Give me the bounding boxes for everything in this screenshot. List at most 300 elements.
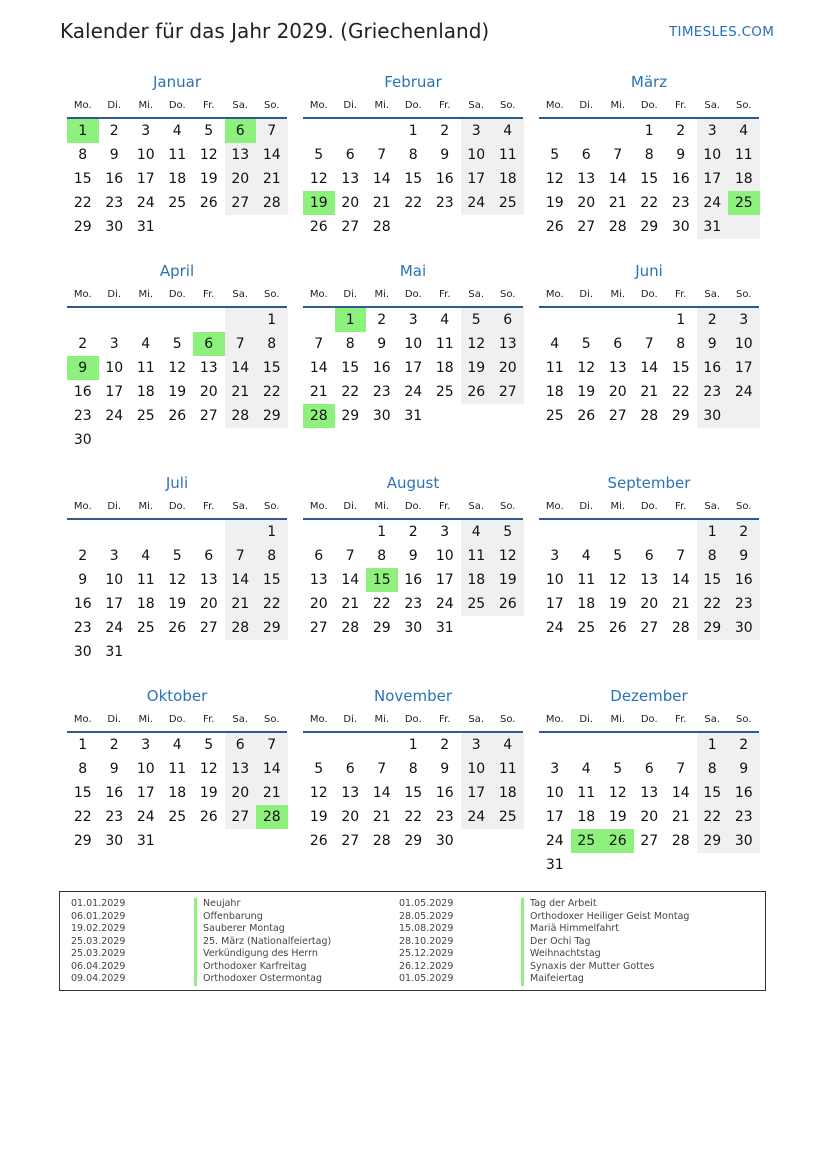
- day-cell: 5: [204, 737, 214, 753]
- day-cell: 24: [545, 833, 564, 849]
- day-cell: 30: [734, 833, 753, 849]
- weekday-header: So.: [264, 714, 280, 725]
- day-cell: 28: [262, 195, 281, 211]
- weekday-header: Mi.: [610, 100, 626, 111]
- holiday-name: Tag der Arbeit: [521, 898, 597, 911]
- day-cell: 7: [235, 548, 245, 564]
- weekday-header: Mo.: [309, 501, 328, 512]
- day-cell: 6: [235, 737, 245, 753]
- day-cell: 17: [467, 171, 486, 187]
- day-cell: 8: [408, 761, 418, 777]
- weekday-header: Mi.: [610, 501, 626, 512]
- day-cell: 20: [199, 384, 218, 400]
- weekday-header: Do.: [404, 100, 422, 111]
- holiday-day-cell: 9: [67, 356, 99, 380]
- day-cell: 14: [608, 171, 627, 187]
- day-cell: 29: [640, 219, 659, 235]
- holiday-name: Neujahr: [194, 898, 240, 911]
- day-cell: 5: [314, 147, 324, 163]
- holiday-name: Der Ochi Tag: [521, 936, 591, 949]
- day-cell: 8: [267, 336, 277, 352]
- day-cell: 26: [168, 408, 187, 424]
- day-cell: 12: [608, 572, 627, 588]
- weekday-header: Sa.: [232, 100, 249, 111]
- day-cell: 10: [703, 147, 722, 163]
- holiday-name: Mariä Himmelfahrt: [521, 923, 619, 936]
- weekday-header: Mi.: [374, 289, 390, 300]
- day-cell: 31: [105, 644, 124, 660]
- day-cell: 3: [109, 548, 119, 564]
- day-cell: 31: [435, 620, 454, 636]
- day-cell: 25: [136, 620, 155, 636]
- day-cell: 22: [671, 384, 690, 400]
- day-cell: 14: [372, 785, 391, 801]
- day-cell: 11: [545, 360, 564, 376]
- day-cell: 12: [577, 360, 596, 376]
- weekday-header: Di.: [343, 714, 358, 725]
- day-cell: 20: [640, 596, 659, 612]
- day-cell: 13: [231, 147, 250, 163]
- day-cell: 15: [341, 360, 360, 376]
- day-cell: 25: [498, 195, 517, 211]
- day-cell: 7: [676, 761, 686, 777]
- weekday-header: Sa.: [232, 501, 249, 512]
- holiday-day-cell: 1: [335, 308, 367, 332]
- day-cell: 1: [408, 123, 418, 139]
- day-cell: 27: [341, 833, 360, 849]
- day-cell: 25: [498, 809, 517, 825]
- day-cell: 30: [671, 219, 690, 235]
- weekday-header: So.: [264, 289, 280, 300]
- day-cell: 26: [608, 620, 627, 636]
- holiday-legend: [59, 891, 766, 991]
- day-cell: 20: [309, 596, 328, 612]
- day-cell: 24: [404, 384, 423, 400]
- day-cell: 9: [109, 761, 119, 777]
- month-mai: [303, 262, 523, 424]
- day-cell: 25: [577, 620, 596, 636]
- weekday-header: Do.: [640, 501, 658, 512]
- day-cell: 24: [105, 620, 124, 636]
- day-cell: 15: [404, 785, 423, 801]
- day-cell: 14: [262, 761, 281, 777]
- day-cell: 8: [676, 336, 686, 352]
- month-name: Dezember: [610, 687, 688, 705]
- day-cell: 12: [545, 171, 564, 187]
- day-cell: 27: [231, 195, 250, 211]
- day-cell: 28: [671, 620, 690, 636]
- day-cell: 23: [105, 809, 124, 825]
- day-cell: 8: [707, 548, 717, 564]
- day-cell: 17: [105, 596, 124, 612]
- day-cell: 17: [467, 785, 486, 801]
- day-cell: 7: [267, 737, 277, 753]
- weekday-header: Fr.: [675, 714, 687, 725]
- day-cell: 29: [372, 620, 391, 636]
- weekday-header: Do.: [404, 714, 422, 725]
- weekday-header: So.: [500, 289, 516, 300]
- day-cell: 13: [640, 572, 659, 588]
- day-cell: 18: [136, 596, 155, 612]
- weekday-header: Sa.: [232, 289, 249, 300]
- day-cell: 20: [577, 195, 596, 211]
- day-cell: 16: [105, 785, 124, 801]
- day-cell: 21: [671, 596, 690, 612]
- weekday-header: So.: [736, 289, 752, 300]
- weekday-header: Mi.: [138, 100, 154, 111]
- weekday-header: Di.: [343, 501, 358, 512]
- holiday-date: 01.05.2029: [399, 973, 454, 984]
- weekday-header: So.: [264, 501, 280, 512]
- day-cell: 21: [262, 171, 281, 187]
- day-cell: 1: [267, 312, 277, 328]
- day-cell: 22: [640, 195, 659, 211]
- month-name: Juni: [635, 262, 663, 280]
- day-cell: 8: [644, 147, 654, 163]
- day-cell: 12: [309, 785, 328, 801]
- day-cell: 10: [105, 360, 124, 376]
- holiday-date: 06.04.2029: [71, 960, 126, 972]
- day-cell: 12: [199, 761, 218, 777]
- day-cell: 2: [676, 123, 686, 139]
- weekday-header: So.: [736, 714, 752, 725]
- day-cell: 20: [231, 171, 250, 187]
- weekday-header: Mi.: [138, 501, 154, 512]
- day-cell: 1: [78, 737, 88, 753]
- day-cell: 7: [235, 336, 245, 352]
- day-cell: 7: [613, 147, 623, 163]
- day-cell: 22: [404, 809, 423, 825]
- day-cell: 22: [703, 596, 722, 612]
- holiday-name: Weihnachtstag: [521, 948, 601, 961]
- day-cell: 13: [231, 761, 250, 777]
- holiday-name: Verkündigung des Herrn: [194, 948, 318, 961]
- day-cell: 24: [467, 195, 486, 211]
- day-cell: 20: [341, 195, 360, 211]
- site-link[interactable]: TIMESLES.COM: [669, 24, 775, 40]
- day-cell: 25: [545, 408, 564, 424]
- day-cell: 12: [608, 785, 627, 801]
- weekday-header: Mo.: [73, 289, 92, 300]
- holiday-name: Orthodoxer Heiliger Geist Montag: [521, 911, 689, 924]
- day-cell: 27: [640, 620, 659, 636]
- day-cell: 23: [671, 195, 690, 211]
- day-cell: 18: [168, 171, 187, 187]
- day-cell: 6: [503, 312, 513, 328]
- holiday-day-cell: 25: [728, 191, 760, 215]
- day-cell: 21: [671, 809, 690, 825]
- day-cell: 12: [168, 360, 187, 376]
- day-cell: 27: [577, 219, 596, 235]
- day-cell: 15: [640, 171, 659, 187]
- month-name: Februar: [384, 73, 442, 91]
- day-cell: 4: [471, 524, 481, 540]
- day-cell: 5: [172, 548, 182, 564]
- day-cell: 2: [440, 737, 450, 753]
- weekday-header: Di.: [107, 289, 122, 300]
- day-cell: 22: [703, 809, 722, 825]
- weekday-header: Sa.: [704, 100, 721, 111]
- day-cell: 29: [341, 408, 360, 424]
- day-cell: 28: [341, 620, 360, 636]
- holiday-name: Orthodoxer Ostermontag: [194, 973, 322, 986]
- day-cell: 6: [204, 548, 214, 564]
- day-cell: 9: [676, 147, 686, 163]
- day-cell: 28: [372, 833, 391, 849]
- day-cell: 16: [404, 572, 423, 588]
- day-cell: 27: [608, 408, 627, 424]
- day-cell: 14: [309, 360, 328, 376]
- day-cell: 11: [467, 548, 486, 564]
- day-cell: 15: [262, 360, 281, 376]
- weekday-header: Sa.: [468, 501, 485, 512]
- day-cell: 18: [498, 785, 517, 801]
- day-cell: 18: [435, 360, 454, 376]
- day-cell: 13: [309, 572, 328, 588]
- day-cell: 26: [467, 384, 486, 400]
- day-cell: 23: [105, 195, 124, 211]
- day-cell: 12: [498, 548, 517, 564]
- weekday-header: So.: [264, 100, 280, 111]
- weekday-header: Mo.: [73, 100, 92, 111]
- day-cell: 25: [168, 195, 187, 211]
- day-cell: 4: [503, 123, 513, 139]
- month-april: [67, 262, 287, 448]
- day-cell: 3: [109, 336, 119, 352]
- day-cell: 3: [739, 312, 749, 328]
- day-cell: 16: [435, 785, 454, 801]
- day-cell: 11: [136, 572, 155, 588]
- holiday-date: 26.12.2029: [399, 960, 454, 972]
- day-cell: 29: [73, 219, 92, 235]
- day-cell: 29: [262, 408, 281, 424]
- weekday-header: Di.: [579, 501, 594, 512]
- day-cell: 25: [435, 384, 454, 400]
- day-cell: 2: [377, 312, 387, 328]
- holiday-day-cell: 28: [256, 805, 288, 829]
- day-cell: 6: [613, 336, 623, 352]
- day-cell: 28: [231, 408, 250, 424]
- day-cell: 11: [168, 147, 187, 163]
- day-cell: 13: [577, 171, 596, 187]
- day-cell: 26: [199, 195, 218, 211]
- holiday-day-cell: 6: [225, 119, 257, 143]
- day-cell: 25: [168, 809, 187, 825]
- day-cell: 5: [204, 123, 214, 139]
- day-cell: 19: [168, 384, 187, 400]
- day-cell: 3: [707, 123, 717, 139]
- day-cell: 19: [199, 171, 218, 187]
- weekday-header: Di.: [579, 714, 594, 725]
- day-cell: 9: [408, 548, 418, 564]
- weekday-header: Mo.: [73, 501, 92, 512]
- day-cell: 16: [435, 171, 454, 187]
- day-cell: 8: [408, 147, 418, 163]
- day-cell: 19: [309, 809, 328, 825]
- day-cell: 22: [372, 596, 391, 612]
- day-cell: 14: [231, 572, 250, 588]
- day-cell: 13: [341, 785, 360, 801]
- day-cell: 19: [199, 785, 218, 801]
- day-cell: 16: [105, 171, 124, 187]
- day-cell: 9: [78, 572, 88, 588]
- day-cell: 26: [168, 620, 187, 636]
- day-cell: 5: [314, 761, 324, 777]
- day-cell: 17: [136, 171, 155, 187]
- day-cell: 28: [640, 408, 659, 424]
- day-cell: 24: [703, 195, 722, 211]
- day-cell: 29: [703, 833, 722, 849]
- day-cell: 16: [671, 171, 690, 187]
- day-cell: 2: [109, 737, 119, 753]
- holiday-day-cell: 26: [602, 829, 634, 853]
- day-cell: 29: [73, 833, 92, 849]
- day-cell: 25: [467, 596, 486, 612]
- holiday-date: 09.04.2029: [71, 973, 126, 984]
- day-cell: 16: [703, 360, 722, 376]
- day-cell: 19: [498, 572, 517, 588]
- weekday-header: Mo.: [73, 714, 92, 725]
- holiday-day-cell: 28: [303, 404, 335, 428]
- weekday-header: Sa.: [468, 289, 485, 300]
- day-cell: 11: [734, 147, 753, 163]
- day-cell: 23: [73, 408, 92, 424]
- holiday-date: 25.03.2029: [71, 935, 126, 947]
- day-cell: 27: [498, 384, 517, 400]
- day-cell: 18: [136, 384, 155, 400]
- day-cell: 31: [404, 408, 423, 424]
- day-cell: 6: [345, 147, 355, 163]
- holiday-day-cell: 19: [303, 191, 335, 215]
- weekday-header: Mo.: [545, 100, 564, 111]
- day-cell: 15: [262, 572, 281, 588]
- day-cell: 24: [435, 596, 454, 612]
- day-cell: 8: [707, 761, 717, 777]
- day-cell: 17: [435, 572, 454, 588]
- day-cell: 1: [644, 123, 654, 139]
- day-cell: 4: [141, 336, 151, 352]
- day-cell: 31: [545, 857, 564, 873]
- day-cell: 7: [377, 761, 387, 777]
- day-cell: 9: [440, 761, 450, 777]
- day-cell: 30: [404, 620, 423, 636]
- day-cell: 26: [577, 408, 596, 424]
- day-cell: 12: [467, 336, 486, 352]
- day-cell: 18: [467, 572, 486, 588]
- day-cell: 11: [435, 336, 454, 352]
- day-cell: 18: [545, 384, 564, 400]
- day-cell: 21: [640, 384, 659, 400]
- day-cell: 16: [73, 596, 92, 612]
- day-cell: 28: [231, 620, 250, 636]
- day-cell: 21: [341, 596, 360, 612]
- weekday-header: Di.: [107, 501, 122, 512]
- day-cell: 18: [498, 171, 517, 187]
- holiday-date: 01.01.2029: [71, 898, 126, 909]
- weekday-header: Di.: [579, 100, 594, 111]
- day-cell: 10: [545, 572, 564, 588]
- holiday-day-cell: 6: [193, 332, 225, 356]
- holiday-date: 01.05.2029: [399, 898, 454, 909]
- day-cell: 4: [172, 737, 182, 753]
- day-cell: 22: [73, 195, 92, 211]
- day-cell: 1: [377, 524, 387, 540]
- day-cell: 21: [231, 384, 250, 400]
- weekday-header: Sa.: [704, 714, 721, 725]
- day-cell: 10: [467, 147, 486, 163]
- day-cell: 28: [671, 833, 690, 849]
- weekday-header: Mo.: [309, 100, 328, 111]
- weekday-header: Di.: [107, 714, 122, 725]
- day-cell: 2: [440, 123, 450, 139]
- weekday-header: Fr.: [439, 501, 451, 512]
- weekday-header: Fr.: [675, 100, 687, 111]
- day-cell: 18: [577, 596, 596, 612]
- day-cell: 24: [734, 384, 753, 400]
- day-cell: 2: [78, 336, 88, 352]
- weekday-header: Di.: [343, 100, 358, 111]
- day-cell: 29: [262, 620, 281, 636]
- day-cell: 19: [577, 384, 596, 400]
- month-name: Mai: [399, 262, 427, 280]
- day-cell: 13: [608, 360, 627, 376]
- weekday-header: Fr.: [439, 289, 451, 300]
- day-cell: 10: [734, 336, 753, 352]
- day-cell: 5: [550, 147, 560, 163]
- weekday-header: Di.: [343, 289, 358, 300]
- weekday-header: Sa.: [468, 714, 485, 725]
- page-title: Kalender für das Jahr 2029. (Griechenland): [60, 19, 490, 43]
- day-cell: 26: [309, 219, 328, 235]
- day-cell: 25: [136, 408, 155, 424]
- day-cell: 21: [231, 596, 250, 612]
- day-cell: 28: [608, 219, 627, 235]
- day-cell: 30: [734, 620, 753, 636]
- weekday-header: Do.: [404, 289, 422, 300]
- day-cell: 6: [581, 147, 591, 163]
- weekday-header: So.: [500, 100, 516, 111]
- day-cell: 4: [141, 548, 151, 564]
- day-cell: 15: [404, 171, 423, 187]
- holiday-name: Orthodoxer Karfreitag: [194, 961, 306, 974]
- day-cell: 27: [199, 620, 218, 636]
- day-cell: 20: [640, 809, 659, 825]
- day-cell: 7: [314, 336, 324, 352]
- day-cell: 20: [498, 360, 517, 376]
- day-cell: 2: [739, 737, 749, 753]
- day-cell: 20: [341, 809, 360, 825]
- day-cell: 13: [498, 336, 517, 352]
- day-cell: 20: [608, 384, 627, 400]
- day-cell: 8: [78, 761, 88, 777]
- day-cell: 30: [435, 833, 454, 849]
- day-cell: 18: [577, 809, 596, 825]
- day-cell: 4: [172, 123, 182, 139]
- day-cell: 8: [377, 548, 387, 564]
- holiday-name: Maifeiertag: [521, 973, 584, 986]
- day-cell: 21: [309, 384, 328, 400]
- day-cell: 5: [172, 336, 182, 352]
- weekday-header: Do.: [168, 714, 186, 725]
- day-cell: 22: [341, 384, 360, 400]
- day-cell: 3: [550, 548, 560, 564]
- weekday-header: Mi.: [374, 501, 390, 512]
- holiday-date: 28.05.2029: [399, 910, 454, 922]
- day-cell: 9: [440, 147, 450, 163]
- day-cell: 19: [467, 360, 486, 376]
- weekday-header: So.: [500, 714, 516, 725]
- day-cell: 15: [73, 785, 92, 801]
